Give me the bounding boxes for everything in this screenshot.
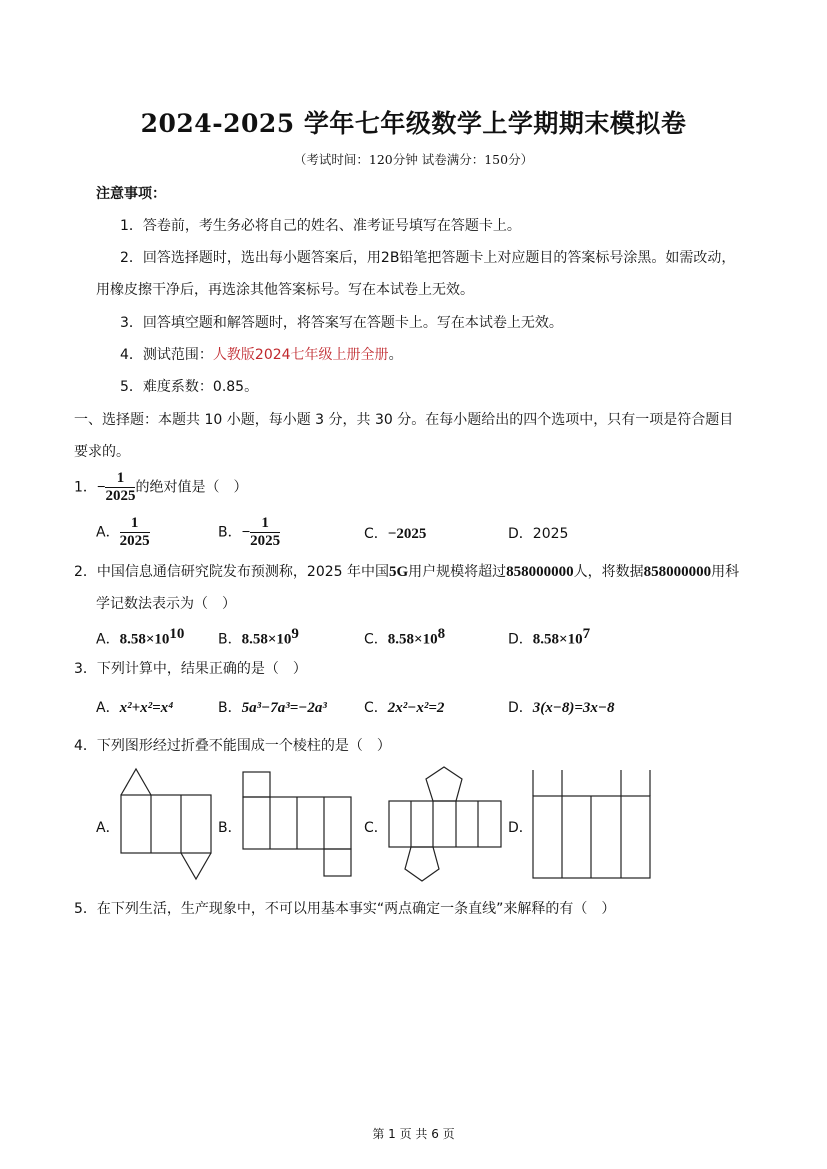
q4-option-b-label[interactable]: B． (218, 820, 242, 836)
q1-option-b[interactable] (218, 515, 280, 550)
option-label: D． (508, 631, 533, 648)
option-label: C． (364, 631, 388, 648)
denominator: 2025 (119, 533, 150, 549)
question-text: 的绝对值是（ ） (135, 479, 248, 496)
option-label: A． (96, 700, 120, 716)
fraction (250, 515, 280, 550)
option-label: B． (218, 524, 242, 541)
q2-option-c[interactable] (364, 626, 445, 649)
question-2 (74, 561, 739, 581)
net-pentagon-top (426, 767, 462, 801)
q4-figure-b[interactable] (240, 770, 355, 880)
exponent: 8 (437, 626, 446, 642)
exam-info: （考试时间：120分钟 试卷满分：150分） (293, 152, 534, 167)
net-triangle-top (121, 769, 151, 795)
option-value: 8.58×10 (387, 631, 438, 648)
option-label: C． (364, 700, 388, 716)
net-pentagon-bottom (405, 847, 439, 881)
net-square-bottom (324, 849, 351, 876)
note-item-3: 3．回答填空题和解答题时，将答案写在答题卡上。写在本试卷上无效。 (120, 315, 563, 331)
note-item-4 (120, 344, 403, 364)
option-value: 8.58×10 (241, 631, 292, 648)
question-3: 3．下列计算中，结果正确的是（ ） (74, 661, 307, 677)
option-value: 5a³−7a³=−2a³ (241, 700, 327, 716)
option-label: B． (218, 631, 242, 648)
option-value: 3(x−8)=3x−8 (532, 700, 615, 716)
option-label: D． (508, 700, 533, 716)
note-item-4-prefix: 4．测试范围： (120, 347, 213, 363)
q4-figure-c[interactable] (386, 765, 504, 885)
numerator: 1 (120, 515, 150, 533)
question-5: 5．在下列生活，生产现象中，不可以用基本事实“两点确定一条直线”来解释的有（ ） (74, 901, 616, 917)
option-label: A． (96, 524, 120, 541)
question-text: 用科 (711, 564, 740, 580)
question-1 (74, 470, 247, 505)
q1-option-a[interactable] (96, 515, 150, 550)
fraction (120, 515, 150, 550)
exponent: 7 (582, 626, 591, 642)
q1-option-d[interactable] (508, 523, 568, 543)
option-value: x²+x²=x⁴ (119, 700, 174, 716)
net-strip (389, 801, 501, 847)
exponent: 9 (291, 626, 299, 642)
q3-option-b[interactable] (218, 697, 327, 717)
exponent: 10 (169, 626, 185, 642)
notes-heading: 注意事项： (96, 186, 166, 202)
q4-figure-d[interactable] (530, 768, 654, 882)
q1-option-c[interactable] (364, 523, 426, 543)
question-number: 1． (74, 479, 97, 496)
question-4: 4．下列图形经过折叠不能围成一个棱柱的是（ ） (74, 738, 391, 754)
q4-option-c-label[interactable]: C． (364, 820, 388, 836)
number: 858000000 (643, 564, 712, 580)
denominator: 2025 (250, 533, 281, 549)
q4-option-a-label[interactable]: A． (96, 820, 120, 836)
note-item-4-suffix: 。 (388, 347, 403, 363)
option-value: 2025 (532, 526, 569, 542)
question-text: 人，将数据 (573, 564, 644, 580)
term-5g: 5G (389, 564, 409, 580)
option-value: −2025 (387, 526, 427, 542)
q3-option-a[interactable] (96, 697, 173, 717)
option-label: A． (96, 631, 120, 648)
net-triangle-bottom (181, 853, 211, 879)
net-rectangles (121, 795, 211, 853)
page-title: 2024-2025 学年七年级数学上学期期末模拟卷 (140, 109, 687, 138)
option-label: B． (218, 700, 242, 716)
note-item-2b: 用橡皮擦干净后，再选涂其他答案标号。写在本试卷上无效。 (96, 282, 474, 298)
question-text: 用户规模将超过 (408, 564, 507, 580)
note-item-2a: 2．回答选择题时，选出每小题答案后，用2B铅笔把答题卡上对应题目的答案标号涂黑。如需改动， (120, 250, 736, 266)
numerator: 1 (105, 470, 135, 488)
option-label: D． (508, 526, 533, 542)
fraction (105, 470, 135, 505)
net-square-top (243, 772, 270, 797)
q3-option-c[interactable] (364, 697, 444, 717)
option-value: 8.58×10 (532, 631, 583, 648)
q2-option-d[interactable] (508, 626, 590, 649)
note-item-5: 5．难度系数：0.85。 (120, 379, 259, 395)
question-text: 2．中国信息通信研究院发布预测称，2025 年中国 (74, 564, 389, 580)
denominator: 2025 (105, 488, 136, 504)
option-value: 2x²−x²=2 (387, 700, 445, 716)
section-1-heading-cont: 要求的。 (74, 444, 130, 460)
q4-figure-a[interactable] (118, 765, 214, 883)
option-value: 8.58×10 (119, 631, 170, 648)
q4-option-d-label[interactable]: D． (508, 820, 533, 836)
minus-sign: − (241, 524, 251, 541)
option-label: C． (364, 526, 388, 542)
question-2-cont: 学记数法表示为（ ） (96, 596, 236, 612)
numerator: 1 (250, 515, 280, 533)
section-1-heading: 一、选择题：本题共 10 小题，每小题 3 分，共 30 分。在每小题给出的四个选项中，只有一项是符合题目 (74, 412, 734, 428)
number: 858000000 (506, 564, 574, 580)
q3-option-d[interactable] (508, 697, 615, 717)
page-footer: 第 1 页 共 6 页 (372, 1127, 455, 1141)
note-item-1: 1．答卷前，考生务必将自己的姓名、准考证号填写在答题卡上。 (120, 218, 521, 234)
test-scope: 人教版2024七年级上册全册 (212, 347, 389, 363)
minus-sign: − (96, 479, 106, 496)
q2-option-a[interactable] (96, 626, 184, 649)
q2-option-b[interactable] (218, 626, 299, 649)
